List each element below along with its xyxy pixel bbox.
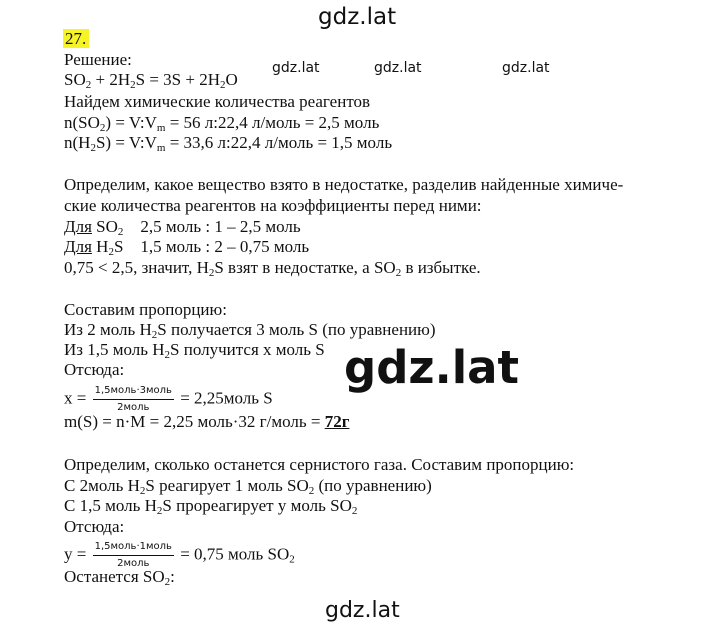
y-fraction-denominator: 2моль bbox=[117, 558, 150, 569]
y-calculation: y = $\frac{\text{1,5моль·1моль}}{\text{2моль}}$ = 0,75 моль $SO_2$ bbox=[64, 541, 295, 569]
x-fraction-numerator: 1,5моль·3моль bbox=[93, 385, 174, 400]
ratio-h2s-line: Для $H_2S$ 1,5 моль : 2 – 0,75 моль bbox=[64, 237, 310, 258]
proportion-title: Составим пропорцию: bbox=[64, 300, 227, 319]
proportion-line-2: Из 1,5 моль $H_2S$ получится x моль S bbox=[64, 340, 325, 361]
remaining-proportion-line-1: С 2моль $H_2S$ реагирует 1 моль $SO_2$ (по уравнению) bbox=[64, 476, 432, 497]
y-fraction-numerator: 1,5моль·1моль bbox=[93, 541, 174, 556]
answer-mass: 72г bbox=[324, 412, 350, 431]
deficit-conclusion: 0,75 < 2,5, значит, $H_2S$ взят в недостатке, а $SO_2$ в избытке. bbox=[64, 258, 481, 279]
remaining-so2-line: Останется $SO_2$: bbox=[64, 567, 175, 588]
watermark-top: gdz.lat bbox=[318, 4, 397, 30]
ratio-so2-line: Для $SO_2$ 2,5 моль : 1 – 2,5 моль bbox=[64, 217, 301, 238]
mass-calculation: m(S) = n·M = 2,25 моль·32 г/моль = 72г bbox=[64, 412, 350, 431]
amount-so2-line: $n(SO_2)$ = $V:V_m = 56$ л:22,4 л/моль = 2,5 моль bbox=[64, 113, 380, 134]
solution-heading: Решение: bbox=[64, 50, 132, 69]
watermark-center: gdz.lat bbox=[344, 341, 520, 394]
amount-h2s-line: $n(H_2S)$ = $V:V_m = 33,6$ л:22,4 л/моль = 1,5 моль bbox=[64, 133, 393, 154]
remaining-proportion-line-2: С 1,5 моль $H_2S$ прореагирует y моль $SO_2$ bbox=[64, 496, 358, 517]
watermark-small-1: gdz.lat bbox=[272, 60, 320, 76]
watermark-small-2: gdz.lat bbox=[374, 60, 422, 76]
x-fraction bbox=[93, 385, 174, 414]
x-fraction-denominator: 2моль bbox=[117, 402, 150, 413]
x-calculation: x = $\frac{\text{1,5моль·3моль}}{\text{2моль}}$ = 2,25моль S bbox=[64, 385, 273, 413]
proportion-line-1: Из 2 моль $H_2S$ получается 3 моль S (по уравнению) bbox=[64, 320, 436, 341]
remaining-gas-title: Определим, сколько останется сернистого газа. Составим пропорцию: bbox=[64, 455, 575, 474]
deficit-text-line-1: Определим, какое вещество взято в недостатке, разделив найденные химиче- bbox=[64, 175, 624, 194]
watermark-bottom: gdz.lat bbox=[325, 598, 400, 623]
problem-number: 27. bbox=[63, 29, 89, 48]
watermark-small-3: gdz.lat bbox=[502, 60, 550, 76]
hence-label-2: Отсюда: bbox=[64, 517, 125, 536]
reaction-equation: $SO_2 + 2H_2S = 3S + 2H_2O$ bbox=[64, 70, 238, 91]
amounts-title: Найдем химические количества реагентов bbox=[64, 92, 371, 111]
hence-label-1: Отсюда: bbox=[64, 360, 125, 379]
deficit-text-line-2: ские количества реагентов на коэффициенты перед ними: bbox=[64, 196, 482, 215]
y-fraction bbox=[93, 541, 174, 570]
